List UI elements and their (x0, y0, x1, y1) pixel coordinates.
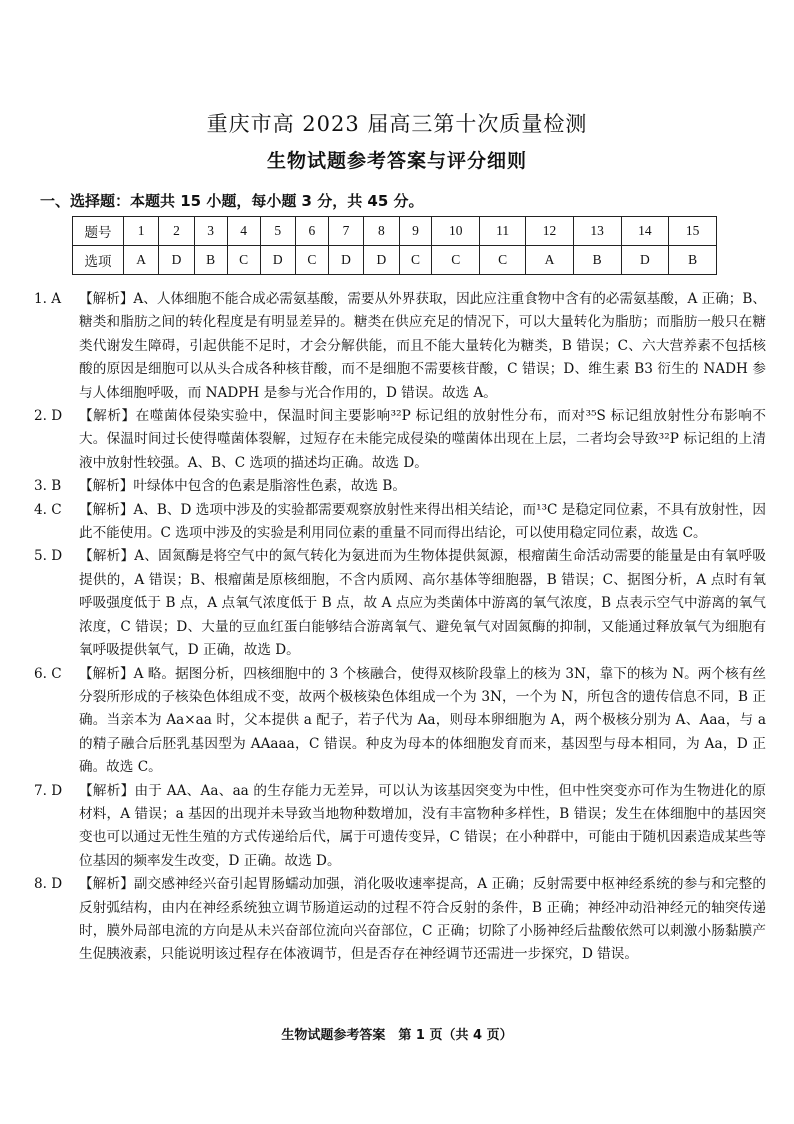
explanation-item (34, 545, 766, 662)
question-number: 3 (194, 217, 227, 246)
answer-option: C (432, 246, 480, 275)
row-label-question: 题号 (73, 217, 124, 246)
explanation-text: 【解析】由于 AA、Aa、aa 的生存能力无差异，可以认为该基因突变为中性，但中性突变亦可作为生物进化的原材料，A 错误；a 基因的出现并未导致当地物种数增加，没有丰富物种多样性，B 错误；发生在体细胞中的基因突变也可以通过无性生殖的方式传递给后代，属于可遗传变异，C 错误；在小种群中，可能由于随机因素造成某些等位基因的频率发生改变，D 正确。故选 D。 (79, 782, 766, 869)
question-number: 9 (399, 217, 432, 246)
question-number: 2 (159, 217, 194, 246)
question-number: 8 (364, 217, 399, 246)
answer-table (72, 216, 717, 275)
question-number: 5 (260, 217, 295, 246)
question-number: 7 (328, 217, 363, 246)
explanation-item (34, 405, 766, 475)
explanation-number: 8. D (34, 876, 63, 893)
answer-option: D (260, 246, 295, 275)
explanation-number: 7. D (34, 782, 63, 799)
explanation-text: 【解析】A、人体细胞不能合成必需氨基酸，需要从外界获取，因此应注重食物中含有的必需氨基酸，A 正确；B、糖类和脂肪之间的转化程度是有明显差异的。糖类在供应充足的情况下，可以大量转化为脂肪；而脂肪一般只在糖类代谢发生障碍，引起供能不足时，才会分解供能，而且不能大量转化为糖类，B 错误；C、六大营养素不包括核酸的原因是细胞可以从头合成各种核苷酸，而不是细胞不需要核苷酸，C 错误；D、维生素 B3 衍生的 NADH 参与人体细胞呼吸，而 NADPH 是参与光合作用的，D 错误。故选 A。 (79, 291, 766, 401)
question-number: 12 (526, 217, 574, 246)
answer-option: D (328, 246, 363, 275)
explanation-item (34, 475, 766, 498)
question-number: 10 (432, 217, 480, 246)
explanation-text: 【解析】A 略。据图分析，四核细胞中的 3 个核融合，使得双核阶段靠上的核为 3N，靠下的核为 N。两个核有丝分裂所形成的子核染色体组成不变，故两个极核染色体组成一个为 3N，一个为 N，所包含的遗传信息不同，B 正确。当亲本为 Aa×aa 时，父本提供 a 配子，若子代为 Aa，则母本卵细胞为 A，两个极核分别为 A、Aaa，与 a 的精子融合后胚乳基因型为 AAaaa，C 错误。种皮为母本的体细胞发育而来，基因型与母本相同，为 Aa，D 正确。故选 C。 (79, 665, 766, 776)
explanation-item (34, 499, 766, 546)
page-title: 重庆市高 2023 届高三第十次质量检测 (206, 112, 588, 136)
answer-option: C (295, 246, 328, 275)
explanation-text: 【解析】A、固氮酶是将空气中的氮气转化为氨进而为生物体提供氮源，根瘤菌生命活动需要的能量是由有氧呼吸提供的，A 错误；B、根瘤菌是原核细胞，不含内质网、高尔基体等细胞器，B 错误；C、据图分析，A 点时有氧呼吸强度低于 B 点，A 点氧气浓度低于 B 点，故 A 点应为类菌体中游离的氧气浓度，B 点表示空气中游离的氧气浓度，C 错误；D、大量的豆血红蛋白能够结合游离氧气、避免氧气对固氮酶的抑制，又能通过释放氧气为细胞有氧呼吸提供氧气，D 正确，故选 D。 (79, 548, 766, 659)
answer-option: D (159, 246, 194, 275)
explanation-text: 【解析】A、B、D 选项中涉及的实验都需要观察放射性来得出相关结论，而¹³C 是稳定同位素，不具有放射性，因此不能使用。C 选项中涉及的实验是利用同位素的重量不同而得出结论，可以使用稳定同位素，故选 C。 (79, 501, 766, 542)
explanation-text: 【解析】叶绿体中包含的色素是脂溶性色素，故选 B。 (79, 478, 406, 495)
question-number: 1 (124, 217, 159, 246)
question-number: 15 (669, 217, 717, 246)
explanation-item (34, 873, 766, 967)
explanation-number: 2. D (34, 408, 63, 425)
question-number: 13 (573, 217, 621, 246)
answer-option: A (124, 246, 159, 275)
answer-option-row (73, 246, 717, 275)
explanation-item (34, 663, 766, 780)
answer-option: C (480, 246, 526, 275)
answer-option: D (364, 246, 399, 275)
explanation-list (34, 288, 766, 967)
answer-option: A (526, 246, 574, 275)
answer-option: C (399, 246, 432, 275)
answer-option: D (621, 246, 669, 275)
explanation-item (34, 288, 766, 405)
explanation-number: 4. C (34, 501, 62, 518)
question-number: 14 (621, 217, 669, 246)
explanation-item (34, 780, 766, 874)
answer-option: B (669, 246, 717, 275)
answer-option: B (573, 246, 621, 275)
page-footer: 生物试题参考答案 第 1 页（共 4 页） (281, 1028, 513, 1043)
page-subtitle: 生物试题参考答案与评分细则 (266, 150, 527, 172)
explanation-number: 5. D (34, 548, 63, 565)
explanation-number: 6. C (34, 665, 62, 682)
question-number: 4 (227, 217, 260, 246)
question-number: 11 (480, 217, 526, 246)
explanation-text: 【解析】副交感神经兴奋引起胃肠蠕动加强，消化吸收速率提高，A 正确；反射需要中枢神经系统的参与和完整的反射弧结构，由内在神经系统独立调节肠道运动的过程不符合反射的条件，B 正确；神经冲动沿神经元的轴突传递时，膜外局部电流的方向是从未兴奋部位流向兴奋部位，C 正确；切除了小肠神经后盐酸依然可以刺激小肠黏膜产生促胰液素，只能说明该过程存在体液调节，但是否存在神经调节还需进一步探究，D 错误。 (79, 876, 766, 963)
question-number: 6 (295, 217, 328, 246)
row-label-answer: 选项 (73, 246, 124, 275)
explanation-text: 【解析】在噬菌体侵染实验中，保温时间主要影响³²P 标记组的放射性分布，而对³⁵S 标记组放射性分布影响不大。保温时间过长使得噬菌体裂解，过短存在未能完成侵染的噬菌体出现在上层，二者均会导致³²P 标记组的上清液中放射性较强。A、B、C 选项的描述均正确。故选 D。 (79, 408, 766, 471)
explanation-number: 1. A (34, 291, 62, 307)
explanation-number: 3. B (34, 478, 62, 495)
section-heading: 一、选择题：本题共 15 小题，每小题 3 分，共 45 分。 (40, 192, 424, 210)
answer-option: B (194, 246, 227, 275)
answer-option: C (227, 246, 260, 275)
question-number-row (73, 217, 717, 246)
